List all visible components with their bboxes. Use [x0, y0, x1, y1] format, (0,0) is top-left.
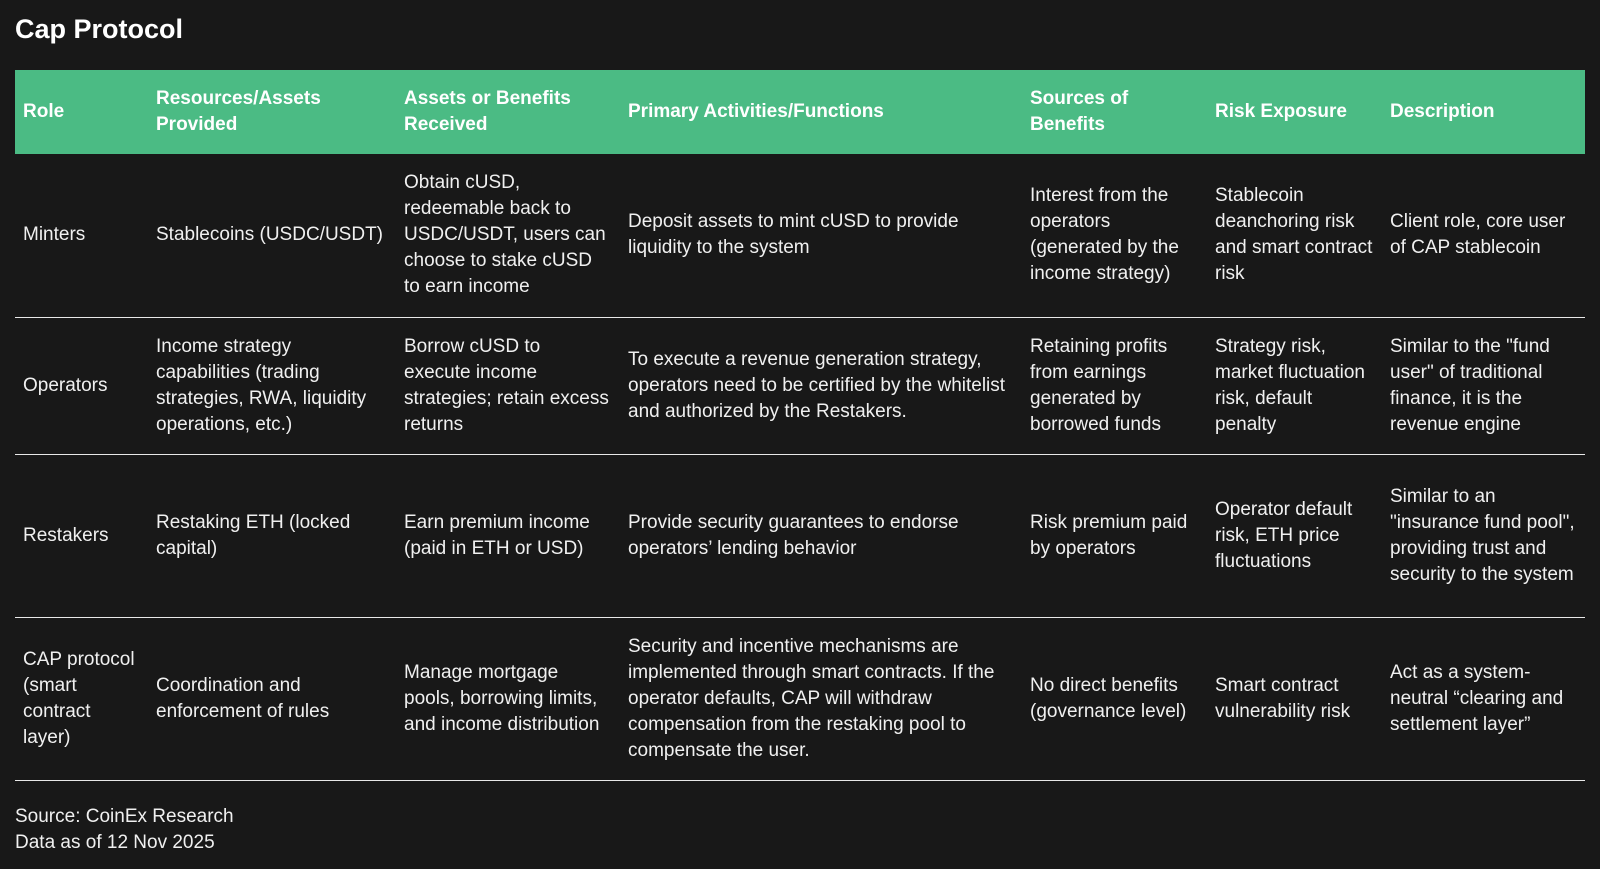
- table-cell: Retaining profits from earnings generated by borrowed funds: [1022, 317, 1207, 454]
- date-text: Data as of 12 Nov 2025: [15, 832, 215, 853]
- table-cell: Interest from the operators (generated by the income strategy): [1022, 154, 1207, 317]
- table-cell: Provide security guarantees to endorse operators’ lending behavior: [620, 454, 1022, 617]
- table-cell: Operators: [15, 317, 148, 454]
- table-cell: Smart contract vulnerability risk: [1207, 617, 1382, 780]
- table-cell: To execute a revenue generation strategy, operators need to be certified by the whitelist and authorized by the Restakers.: [620, 317, 1022, 454]
- source-text: Source: CoinEx Research: [15, 806, 234, 827]
- header-description: Description: [1390, 101, 1495, 122]
- table-cell: No direct benefits (governance level): [1022, 617, 1207, 780]
- table-row: [15, 454, 1585, 617]
- header-activities: Primary Activities/Functions: [628, 101, 884, 122]
- page-title: Cap Protocol: [15, 14, 184, 44]
- table-cell: Similar to the "fund user" of traditional finance, it is the revenue engine: [1382, 317, 1585, 454]
- table-cell: Similar to an "insurance fund pool", providing trust and security to the system: [1382, 454, 1585, 617]
- table-cell: Operator default risk, ETH price fluctuations: [1207, 454, 1382, 617]
- table-cell: Coordination and enforcement of rules: [148, 617, 396, 780]
- table-cell: Act as a system-neutral “clearing and settlement layer”: [1382, 617, 1585, 780]
- table-cell: Minters: [15, 154, 148, 317]
- table-cell: Borrow cUSD to execute income strategies; retain excess returns: [396, 317, 620, 454]
- table-cell: Restakers: [15, 454, 148, 617]
- table-cell: Deposit assets to mint cUSD to provide liquidity to the system: [620, 154, 1022, 317]
- table-row: [15, 317, 1585, 454]
- table-cell: Client role, core user of CAP stablecoin: [1382, 154, 1585, 317]
- header-risk: Risk Exposure: [1215, 101, 1347, 122]
- table-row: [15, 617, 1585, 780]
- table-cell: Manage mortgage pools, borrowing limits, and income distribution: [396, 617, 620, 780]
- table-cell: Security and incentive mechanisms are implemented through smart contracts. If the operator defaults, CAP will withdraw compensation from the restaking pool to compensate the user.: [620, 617, 1022, 780]
- table-cell: Earn premium income (paid in ETH or USD): [396, 454, 620, 617]
- table-cell: Stablecoins (USDC/USDT): [148, 154, 396, 317]
- table-cell: Strategy risk, market fluctuation risk, default penalty: [1207, 317, 1382, 454]
- footer-note: [15, 804, 234, 856]
- table-row: [15, 154, 1585, 317]
- cap-protocol-table: [15, 70, 1585, 781]
- table-cell: Obtain cUSD, redeemable back to USDC/USDT, users can choose to stake cUSD to earn income: [396, 154, 620, 317]
- table-cell: Restaking ETH (locked capital): [148, 454, 396, 617]
- table-cell: Stablecoin deanchoring risk and smart contract risk: [1207, 154, 1382, 317]
- table-cell: Risk premium paid by operators: [1022, 454, 1207, 617]
- header-sources: Sources of Benefits: [1030, 88, 1129, 135]
- header-role: Role: [23, 101, 65, 122]
- header-benefits-received: Assets or Benefits Received: [404, 88, 571, 135]
- table-header-row: [15, 70, 1585, 154]
- table-cell: Income strategy capabilities (trading strategies, RWA, liquidity operations, etc.): [148, 317, 396, 454]
- header-resources: Resources/Assets Provided: [156, 88, 321, 135]
- table-cell: CAP protocol (smart contract layer): [15, 617, 148, 780]
